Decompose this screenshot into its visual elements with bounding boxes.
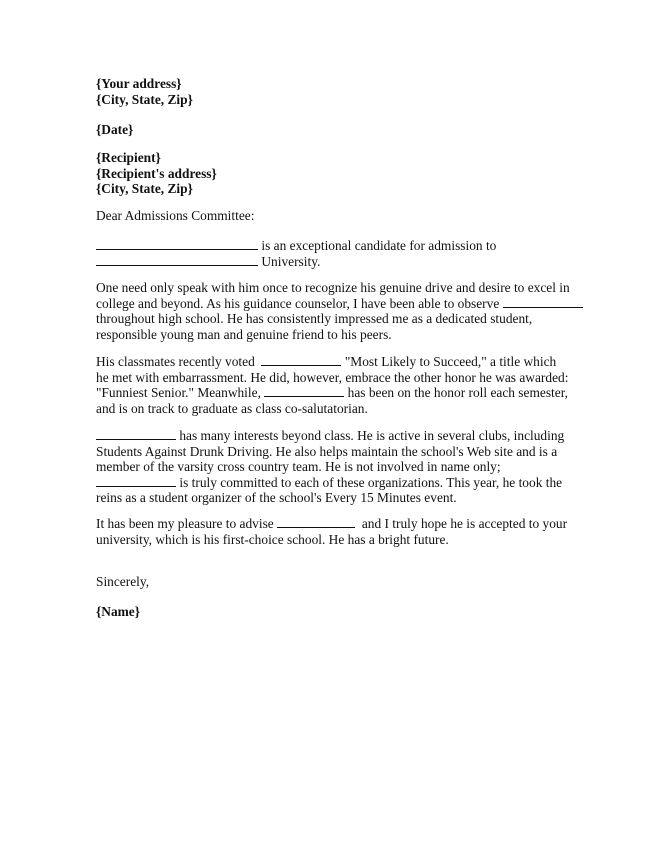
p4-line-2: Students Against Drunk Driving. He also helps maintain the school's Web site and is a — [96, 443, 558, 459]
recipient-address: {Recipient's address} — [96, 165, 217, 181]
date: {Date} — [96, 122, 134, 137]
p4-line-5: reins as a student organizer of the school's Every 15 Minutes event. — [96, 490, 457, 506]
recipient-name: {Recipient} — [96, 150, 161, 165]
closing-block — [96, 574, 556, 590]
p1-line-2: University. — [261, 253, 321, 269]
student-name-blank — [96, 428, 176, 440]
p4-line-3: member of the varsity cross country team. He is not involved in name only; — [96, 459, 501, 475]
p3-line-3b: has been on the honor roll each semester, — [347, 385, 568, 401]
p5-line-1b: and I truly hope he is accepted to your — [361, 516, 568, 531]
p4-line-4: is truly committed to each of these organizations. This year, he took the — [179, 474, 563, 490]
p3-line-2: he met with embarrassment. He did, however, embrace the other honor he was awarded: — [96, 369, 569, 385]
p3-line-3a: "Funniest Senior." Meanwhile, — [96, 385, 261, 401]
student-name-blank — [261, 354, 341, 366]
sender-address: {Your address} — [96, 76, 182, 91]
p3-line-4: and is on track to graduate as class co-salutatorian. — [96, 400, 368, 416]
p3-line-1a: His classmates recently voted — [96, 354, 255, 369]
student-name-blank — [264, 385, 344, 397]
signature-block — [96, 604, 556, 620]
student-name-blank — [96, 475, 176, 487]
student-name-blank — [277, 516, 355, 528]
salutation-block — [96, 208, 556, 224]
p2-line-1: One need only speak with him once to recognize his genuine drive and desire to excel in — [96, 280, 570, 295]
p5-line-2: university, which is his first-choice school. He has a bright future. — [96, 531, 449, 547]
paragraph-3 — [96, 354, 569, 416]
p2-line-3: throughout high school. He has consistently impressed me as a dedicated student, — [96, 311, 533, 327]
p1-line-1: is an exceptional candidate for admission to — [261, 238, 497, 253]
date-block — [96, 122, 556, 138]
p2-line-4: responsible young man and genuine friend to his peers. — [96, 326, 392, 342]
recipient-city-state-zip: {City, State, Zip} — [96, 181, 193, 197]
university-name-blank — [96, 254, 258, 266]
student-name-blank — [503, 296, 583, 308]
paragraph-2 — [96, 280, 570, 342]
p3-line-1b: "Most Likely to Succeed," a title which — [344, 354, 557, 369]
p2-line-2: college and beyond. As his guidance counselor, I have been able to observe — [96, 295, 500, 311]
salutation: Dear Admissions Committee: — [96, 208, 255, 223]
sender-city-state-zip: {City, State, Zip} — [96, 91, 193, 107]
p4-line-1: has many interests beyond class. He is active in several clubs, including — [179, 428, 565, 443]
candidate-name-blank — [96, 238, 258, 250]
sender-block — [96, 76, 556, 107]
paragraph-1 — [96, 238, 556, 269]
p5-line-1a: It has been my pleasure to advise — [96, 516, 274, 531]
paragraph-5 — [96, 516, 568, 547]
closing: Sincerely, — [96, 574, 150, 589]
paragraph-4 — [96, 428, 565, 506]
signature-name: {Name} — [96, 604, 141, 619]
recipient-block — [96, 150, 556, 197]
